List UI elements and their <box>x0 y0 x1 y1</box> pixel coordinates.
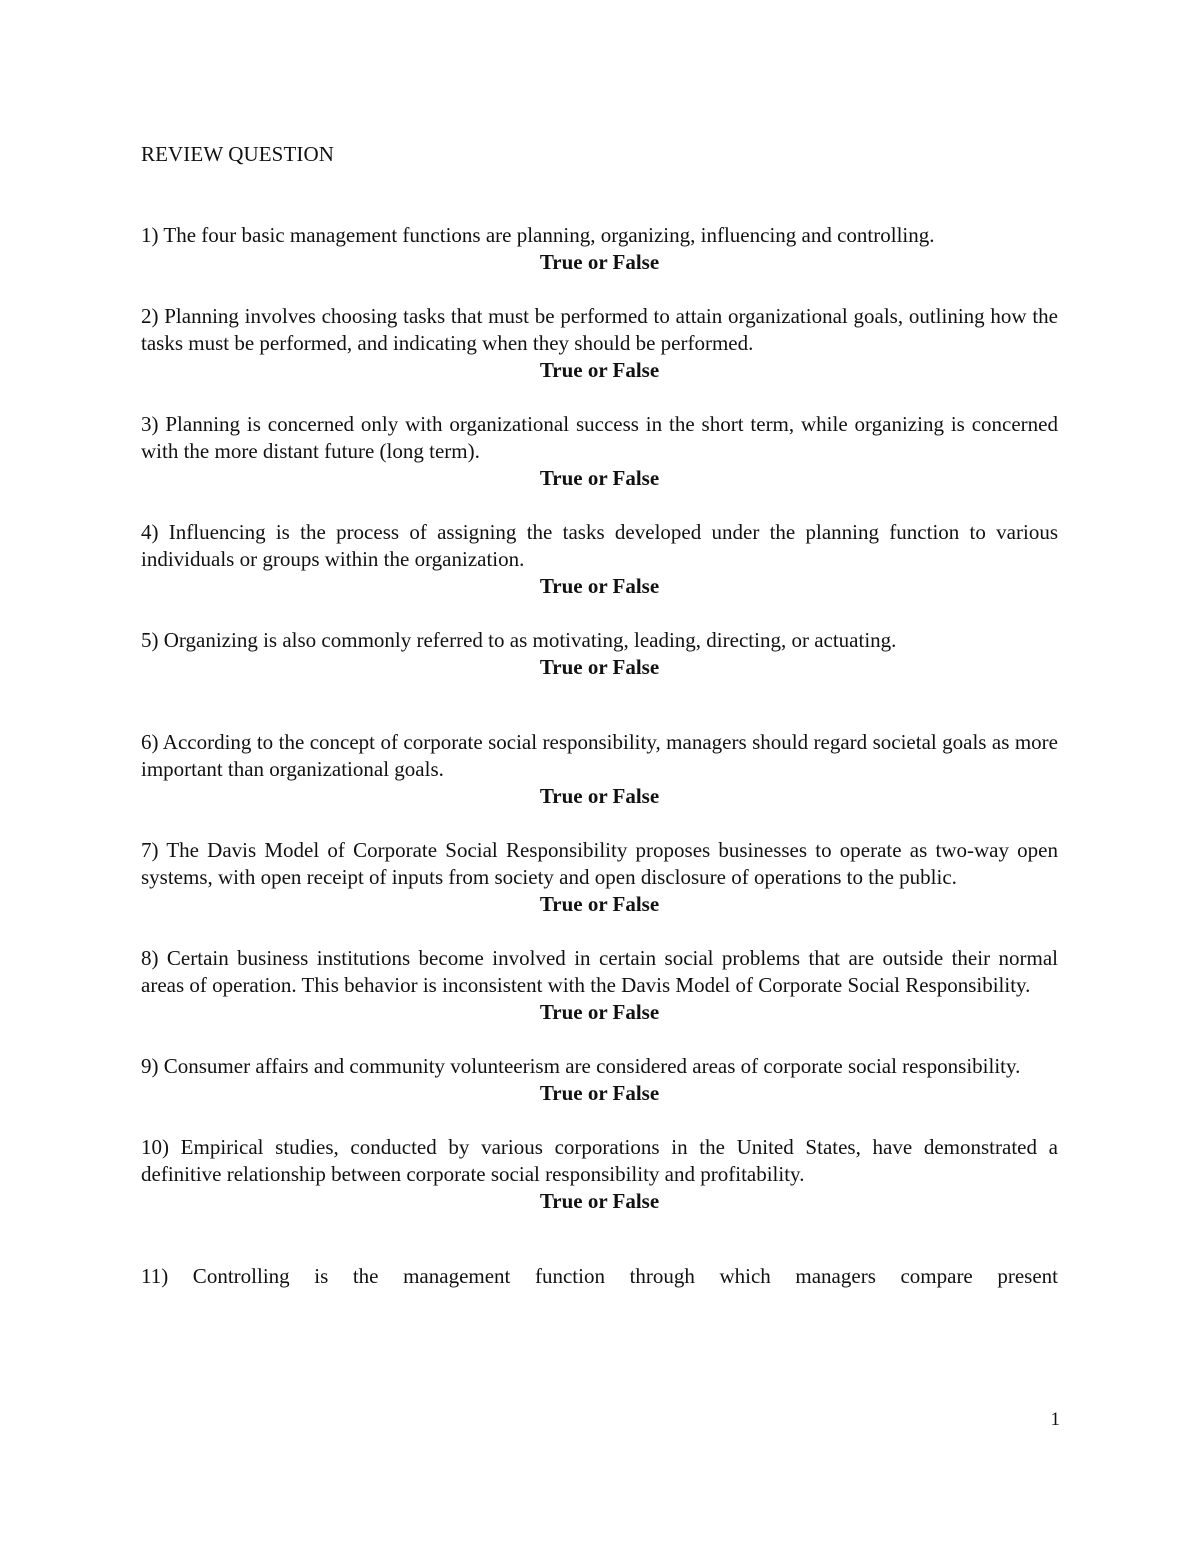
spacer <box>141 810 1058 837</box>
answer-prompt: True or False <box>539 574 660 598</box>
page-number: 1 <box>1050 1409 1060 1430</box>
question-text: 10) Empirical studies, conducted by various corporations in the United States, have demonstrated a definitive relationship between corporate social responsibility and profitability. <box>141 1135 1058 1186</box>
question-9 <box>141 1053 1058 1107</box>
spacer <box>141 1026 1058 1053</box>
question-8 <box>141 945 1058 1026</box>
question-4 <box>141 519 1058 600</box>
question-text: 3) Planning is concerned only with organizational success in the short term, while organizing is concerned with the more distant future (long term). <box>141 412 1058 463</box>
question-text: 6) According to the concept of corporate social responsibility, managers should regard societal goals as more important than organizational goals. <box>141 730 1058 781</box>
question-text: 2) Planning involves choosing tasks that must be performed to attain organizational goals, outlining how the tasks must be performed, and indicating when they should be performed. <box>141 304 1058 355</box>
question-1 <box>141 222 1058 276</box>
answer-prompt: True or False <box>539 1189 660 1213</box>
question-2 <box>141 303 1058 384</box>
spacer <box>141 384 1058 411</box>
answer-prompt: True or False <box>539 358 660 382</box>
question-text: 5) Organizing is also commonly referred to as motivating, leading, directing, or actuating. <box>141 628 897 652</box>
spacer <box>141 492 1058 519</box>
question-11 <box>141 1263 1058 1290</box>
question-text: 9) Consumer affairs and community volunteerism are considered areas of corporate social responsibility. <box>141 1054 1021 1078</box>
question-text: 7) The Davis Model of Corporate Social Responsibility proposes businesses to operate as two-way open systems, with open receipt of inputs from society and open disclosure of operations to the public. <box>141 838 1058 889</box>
answer-prompt: True or False <box>539 784 660 808</box>
answer-prompt: True or False <box>539 892 660 916</box>
spacer <box>141 681 1058 729</box>
question-7 <box>141 837 1058 918</box>
question-5 <box>141 627 1058 681</box>
spacer <box>141 276 1058 303</box>
question-text: 11) Controlling is the management function through which managers compare present <box>141 1264 1058 1288</box>
spacer <box>141 918 1058 945</box>
answer-prompt: True or False <box>539 1081 660 1105</box>
answer-prompt: True or False <box>539 655 660 679</box>
question-3 <box>141 411 1058 492</box>
answer-prompt: True or False <box>539 250 660 274</box>
question-10 <box>141 1134 1058 1215</box>
document-body <box>141 141 1058 1290</box>
page-title: REVIEW QUESTION <box>141 142 335 166</box>
spacer <box>141 1107 1058 1134</box>
question-text: 4) Influencing is the process of assigning the tasks developed under the planning function to various individuals or groups within the organization. <box>141 520 1058 571</box>
question-text: 8) Certain business institutions become involved in certain social problems that are outside their normal areas of operation. This behavior is inconsistent with the Davis Model of Corporate Social Responsibility. <box>141 946 1058 997</box>
question-6 <box>141 729 1058 810</box>
spacer <box>141 600 1058 627</box>
answer-prompt: True or False <box>539 1000 660 1024</box>
spacer <box>141 1215 1058 1263</box>
question-text: 1) The four basic management functions are planning, organizing, influencing and controlling. <box>141 223 935 247</box>
answer-prompt: True or False <box>539 466 660 490</box>
